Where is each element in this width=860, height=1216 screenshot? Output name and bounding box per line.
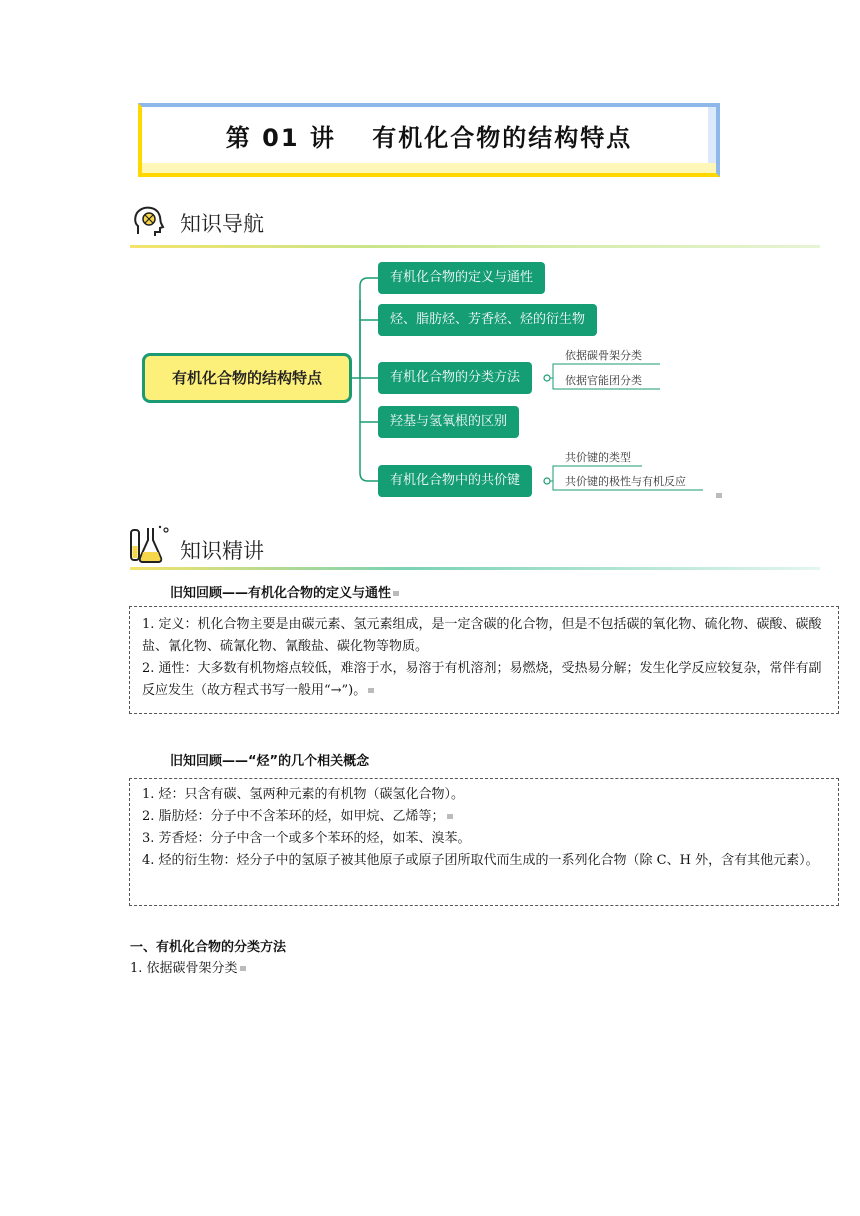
mindmap-connectors [0,0,860,520]
page-title: 第 01 讲 有机化合物的结构特点 [225,124,633,152]
nav-section-title: 知识导航 [180,212,264,236]
review2-box [129,778,839,906]
review2-line: 1. 烃：只含有碳、氢两种元素的有机物（碳氢化合物）。 [142,787,465,802]
edit-marker [716,493,722,498]
review2-line: 3. 芳香烃：分子中含一个或多个苯环的烃，如苯、溴苯。 [142,831,471,846]
review2-line: 4. 烃的衍生物：烃分子中的氢原子被其他原子或原子团所取代而生成的一系列化合物（除 C、H 外，含有其他元素）。 [142,853,819,868]
review2-heading: 旧知回顾——“烃”的几个相关概念 [170,754,370,769]
mindmap-root: 有机化合物的结构特点 [142,353,352,403]
mindmap-leaf: 共价键的极性与有机反应 [565,475,686,488]
section1-heading: 一、有机化合物的分类方法 [130,940,287,955]
review1-box [129,606,839,714]
review1-line: 1. 定义：机化合物主要是由碳元素、氢元素组成，是一定含碳的化合物，但是不包括碳的氧化物、硫化物、碳酸、碳酸盐、氰化物、硫氰化物、氰酸盐、碳化物等物质。 [142,617,822,654]
section1-item: 1. 依据碳骨架分类 [130,958,246,980]
mindmap-branch-covalent-bond: 有机化合物中的共价键 [378,465,532,497]
mindmap-leaf: 共价键的类型 [565,451,631,464]
review1-line: 2. 通性：大多数有机物熔点较低，难溶于水，易溶于有机溶剂；易燃烧，受热易分解；发生化学反应较复杂，常伴有副反应发生（故方程式书写一般用“→”)。 [142,661,822,698]
detail-section-divider [130,567,820,570]
review2-line: 2. 脂肪烃：分子中不含苯环的烃，如甲烷、乙烯等； [142,806,828,828]
mindmap-branch-classification: 有机化合物的分类方法 [378,362,532,394]
mindmap-branch-definition: 有机化合物的定义与通性 [378,262,545,294]
mindmap-branch-hydrocarbons: 烃、脂肪烃、芳香烃、烃的衍生物 [378,304,597,336]
mindmap-leaf: 依据碳骨架分类 [565,349,642,362]
mindmap-branch-hydroxyl: 羟基与氢氧根的区别 [378,406,519,438]
detail-section-title: 知识精讲 [180,539,264,563]
mindmap-leaf: 依据官能团分类 [565,374,642,387]
lab-flask-icon [128,524,174,570]
review1-heading: 旧知回顾——有机化合物的定义与通性 [170,582,399,601]
